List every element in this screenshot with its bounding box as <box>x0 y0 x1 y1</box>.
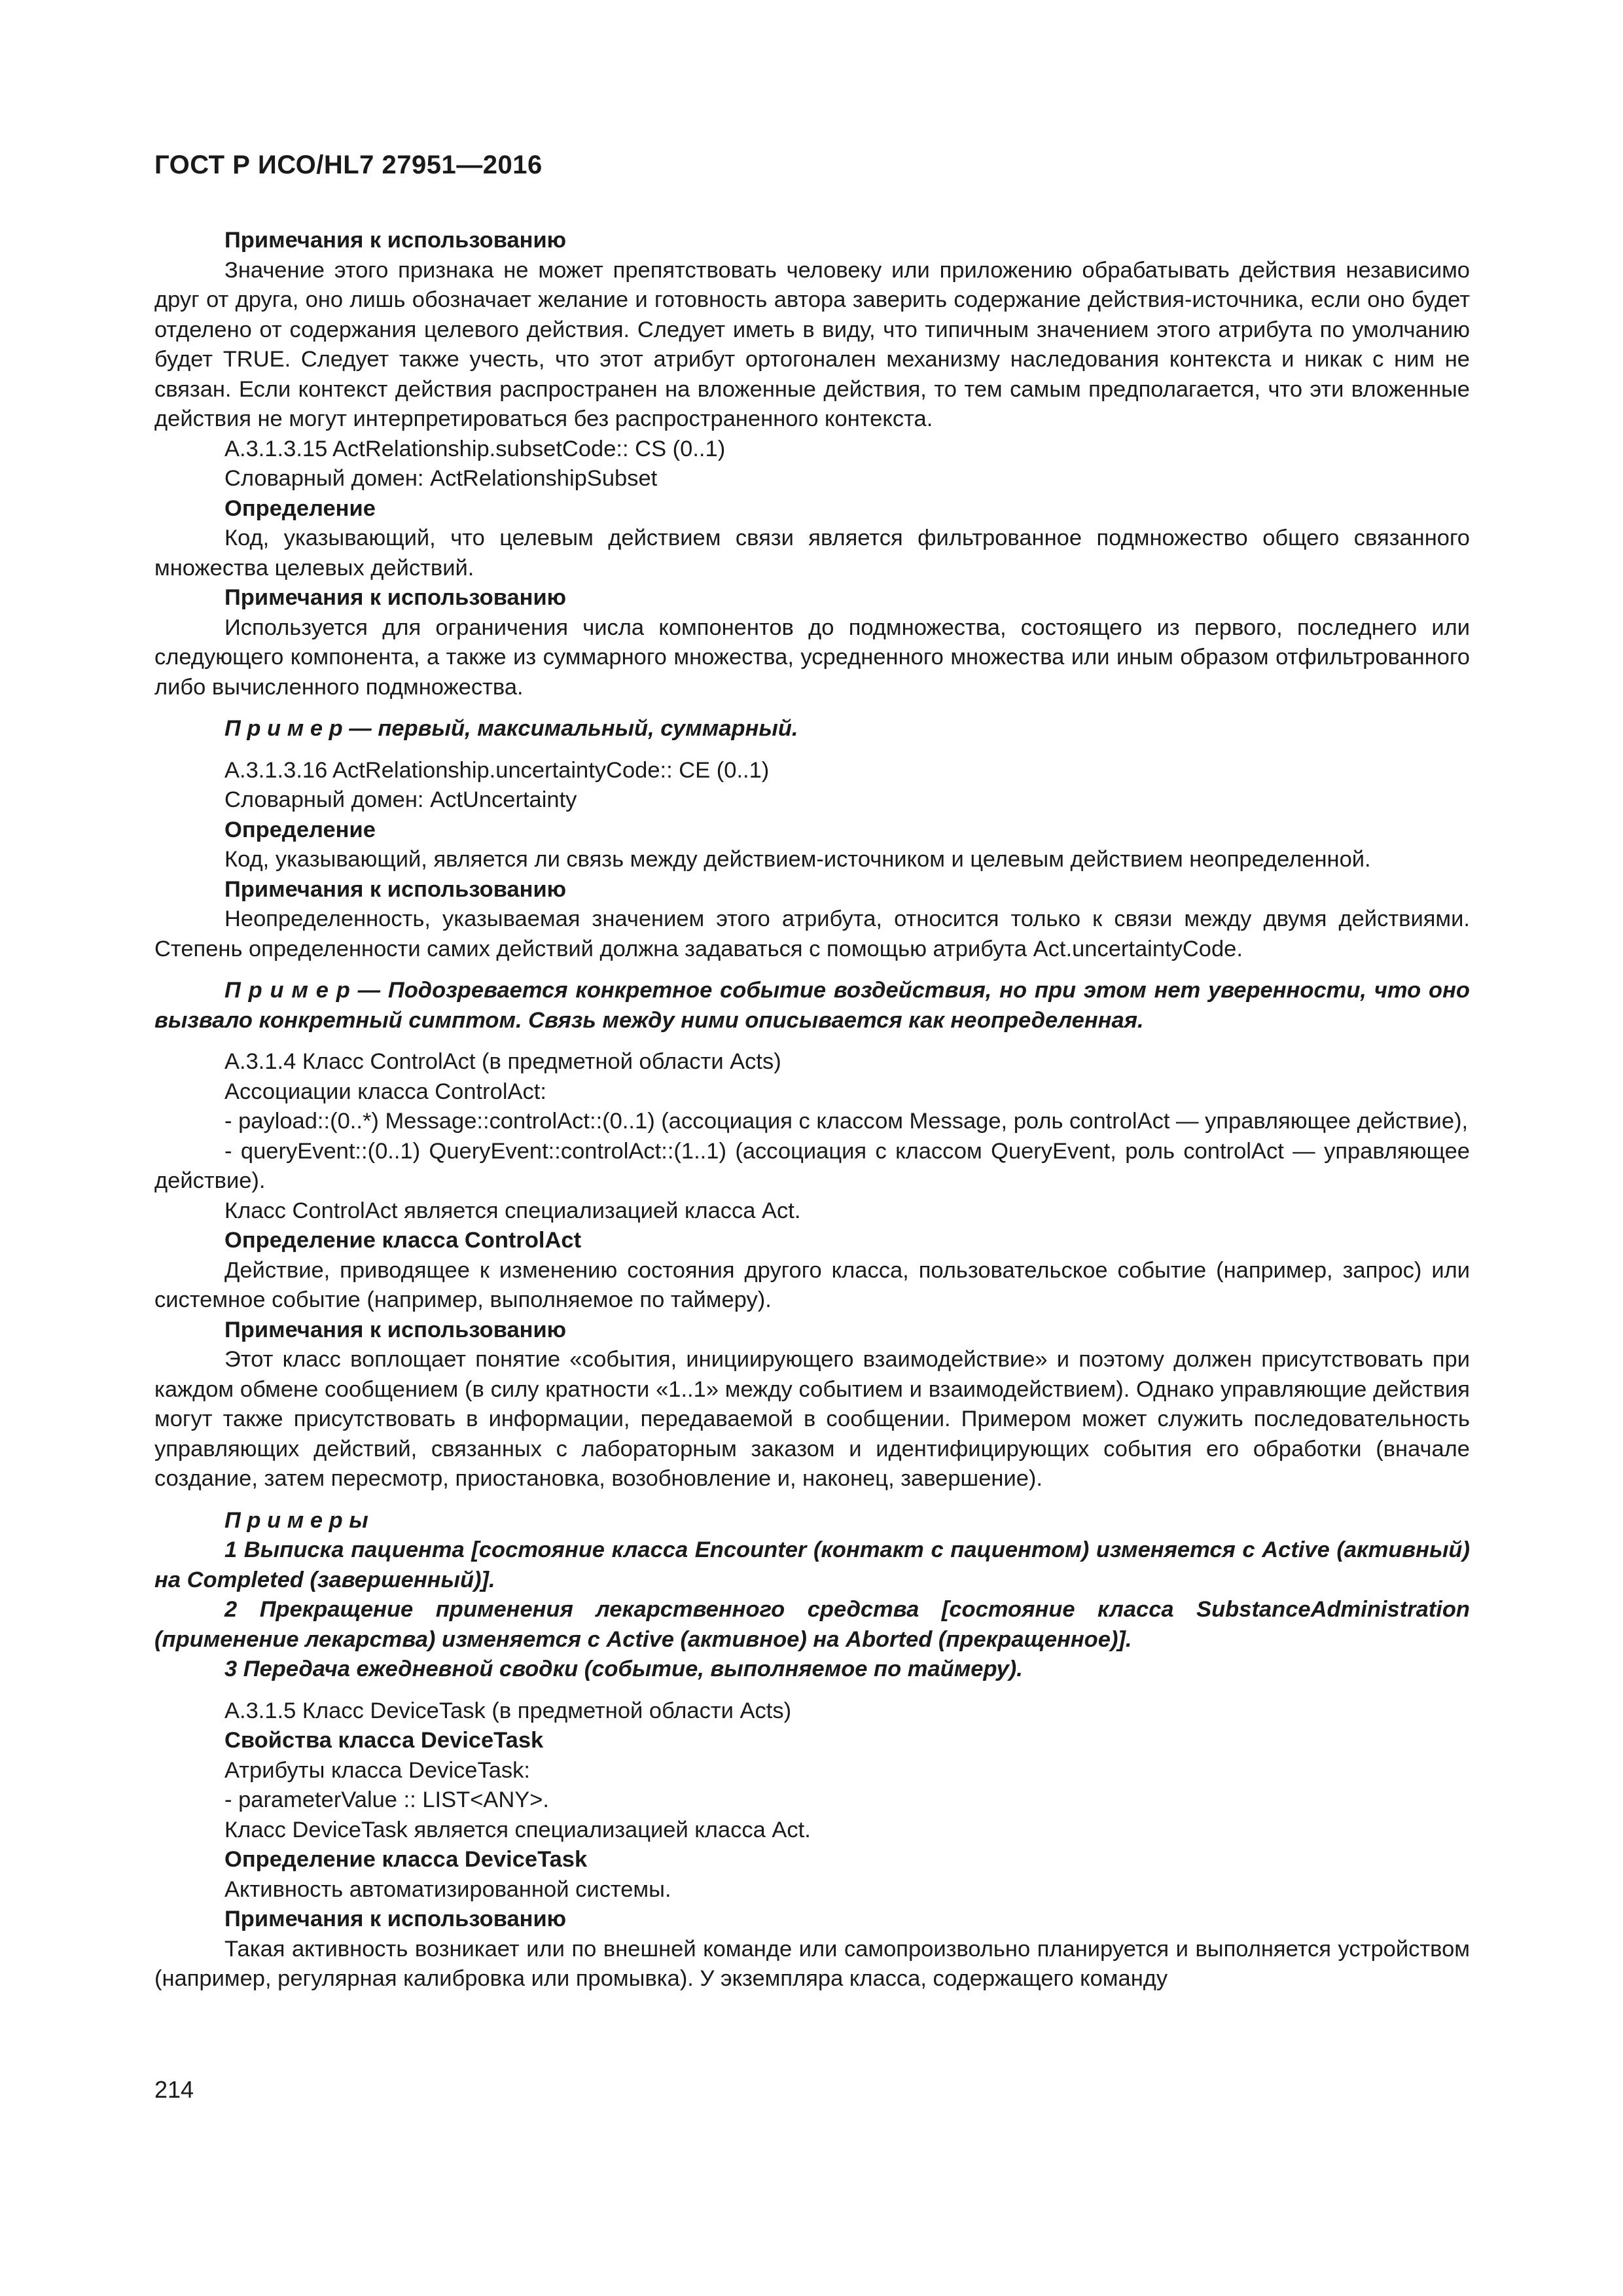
heading-class-properties: Свойства класса DeviceTask <box>224 1728 544 1753</box>
heading-usage-notes: Примечания к использованию <box>224 1317 567 1342</box>
page-body <box>154 226 1470 1994</box>
paragraph: Активность автоматизированной системы. <box>224 1876 671 1902</box>
heading-definition: Определение <box>224 817 376 842</box>
page-number: 214 <box>154 2076 194 2103</box>
heading-definition: Определение <box>224 495 376 521</box>
paragraph: Код, указывающий, является ли связь между действием-источником и целевым действием неопределенной. <box>224 847 1371 872</box>
paragraph: Класс ControlAct является специализацией класса Act. <box>224 1198 801 1223</box>
section-id-devicetask: A.3.1.5 Класс DeviceTask (в предметной области Acts) <box>224 1698 792 1723</box>
vocabulary-domain: Словарный домен: ActUncertainty <box>224 787 577 812</box>
document-title: ГОСТ Р ИСО/HL7 27951—2016 <box>154 151 543 179</box>
example-text: — первый, максимальный, суммарный. <box>342 716 798 741</box>
example-label: П р и м е р <box>224 978 350 1003</box>
heading-usage-notes: Примечания к использованию <box>224 1907 567 1931</box>
association-item: - queryEvent::(0..1) QueryEvent::controlAct::(1..1) (ассоциация с классом QueryEvent, роль controlAct — управляющее действие). <box>154 1138 1470 1193</box>
paragraph: Такая активность возникает или по внешней команде или самопроизвольно планируется и выполняется устройством (например, регулярная калибровка или промывка). У экземпляра класса, содержащего команду <box>154 1936 1470 1991</box>
example-item: 2 Прекращение применения лекарственного средства [состояние класса SubstanceAdministration (применение лекарства) изменяется с Active (активное) на Aborted (прекращенное)]. <box>154 1597 1470 1652</box>
attribute-item: - parameterValue :: LIST<ANY>. <box>224 1787 550 1812</box>
paragraph: Значение этого признака не может препятствовать человеку или приложению обрабатывать действия независимо друг от друга, оно лишь обозначает желание и готовность автора заверить содержание действия-источника, если оно будет отделено от содержания целевого действия. Следует иметь в виду, что типичным значением этого атрибута по умолчанию будет TRUE. Следует также учесть, что этот атрибут ортогонален механизму наследования контекста и никак с ним не связан. Если контекст действия распространен на вложенные действия, то тем самым предполагается, что эти вложенные действия не могут интерпретироваться без распространенного контекста. <box>154 257 1470 431</box>
paragraph: Этот класс воплощает понятие «события, инициирующего взаимодействие» и поэтому должен присутствовать при каждом обмене сообщением (в силу кратности «1..1» между событием и взаимодействием). Однако управляющие действия могут также присутствовать в информации, передаваемой в сообщении. Примером может служить последовательность управляющих действий, связанных с лабораторным заказом и идентифицирующих события его обработки (вначале создание, затем пересмотр, приостановка, возобновление и, наконец, завершение). <box>154 1347 1470 1491</box>
heading-class-definition: Определение класса ControlAct <box>224 1228 582 1253</box>
paragraph: Неопределенность, указываемая значением этого атрибута, относится только к связи между двумя действиями. Степень определенности самих действий должна задаваться с помощью атрибута Act.uncertaintyCode. <box>154 906 1470 961</box>
paragraph: Действие, приводящее к изменению состояния другого класса, пользовательское событие (например, запрос) или системное событие (например, выполняемое по таймеру). <box>154 1257 1470 1312</box>
section-id-uncertainty-code: A.3.1.3.16 ActRelationship.uncertaintyCode:: CE (0..1) <box>224 757 770 783</box>
heading-usage-notes: Примечания к использованию <box>224 585 567 610</box>
heading-class-definition: Определение класса DeviceTask <box>224 1847 588 1872</box>
paragraph: Используется для ограничения числа компонентов до подмножества, состоящего из первого, последнего или следующего компонента, а также из суммарного множества, усредненного множества или иным образом отфильтрованного либо вычисленного подмножества. <box>154 615 1470 700</box>
example-note <box>154 714 1470 744</box>
example-item: 1 Выписка пациента [состояние класса Encounter (контакт с пациентом) изменяется с Active (активный) на Completed (завершенный)]. <box>154 1537 1470 1592</box>
associations-heading: Ассоциации класса ControlAct: <box>224 1079 546 1104</box>
paragraph: Код, указывающий, что целевым действием связи является фильтрованное подмножество общего связанного множества целевых действий. <box>154 526 1470 581</box>
paragraph: Класс DeviceTask является специализацией класса Act. <box>224 1817 811 1842</box>
section-id-controlact: A.3.1.4 Класс ControlAct (в предметной области Acts) <box>224 1049 781 1074</box>
association-item: - payload::(0..*) Message::controlAct::(0..1) (ассоциация с классом Message, роль controlAct — управляющее действие), <box>224 1109 1469 1134</box>
example-text: — Подозревается конкретное событие воздействия, но при этом нет уверенности, что оно вызвало конкретный симптом. Связь между ними описывается как неопределенная. <box>154 978 1471 1033</box>
example-label: П р и м е р <box>224 716 343 741</box>
example-item: 3 Передача ежедневной сводки (событие, выполняемое по таймеру). <box>224 1657 1023 1681</box>
vocabulary-domain: Словарный домен: ActRelationshipSubset <box>224 466 658 491</box>
examples-heading: П р и м е р ы <box>224 1507 368 1533</box>
example-note <box>154 976 1470 1035</box>
heading-usage-notes: Примечания к использованию <box>224 876 567 902</box>
section-id-subset-code: A.3.1.3.15 ActRelationship.subsetCode:: CS (0..1) <box>224 436 726 461</box>
attributes-heading: Атрибуты класса DeviceTask: <box>224 1757 530 1783</box>
heading-usage-notes: Примечания к использованию <box>224 228 567 253</box>
